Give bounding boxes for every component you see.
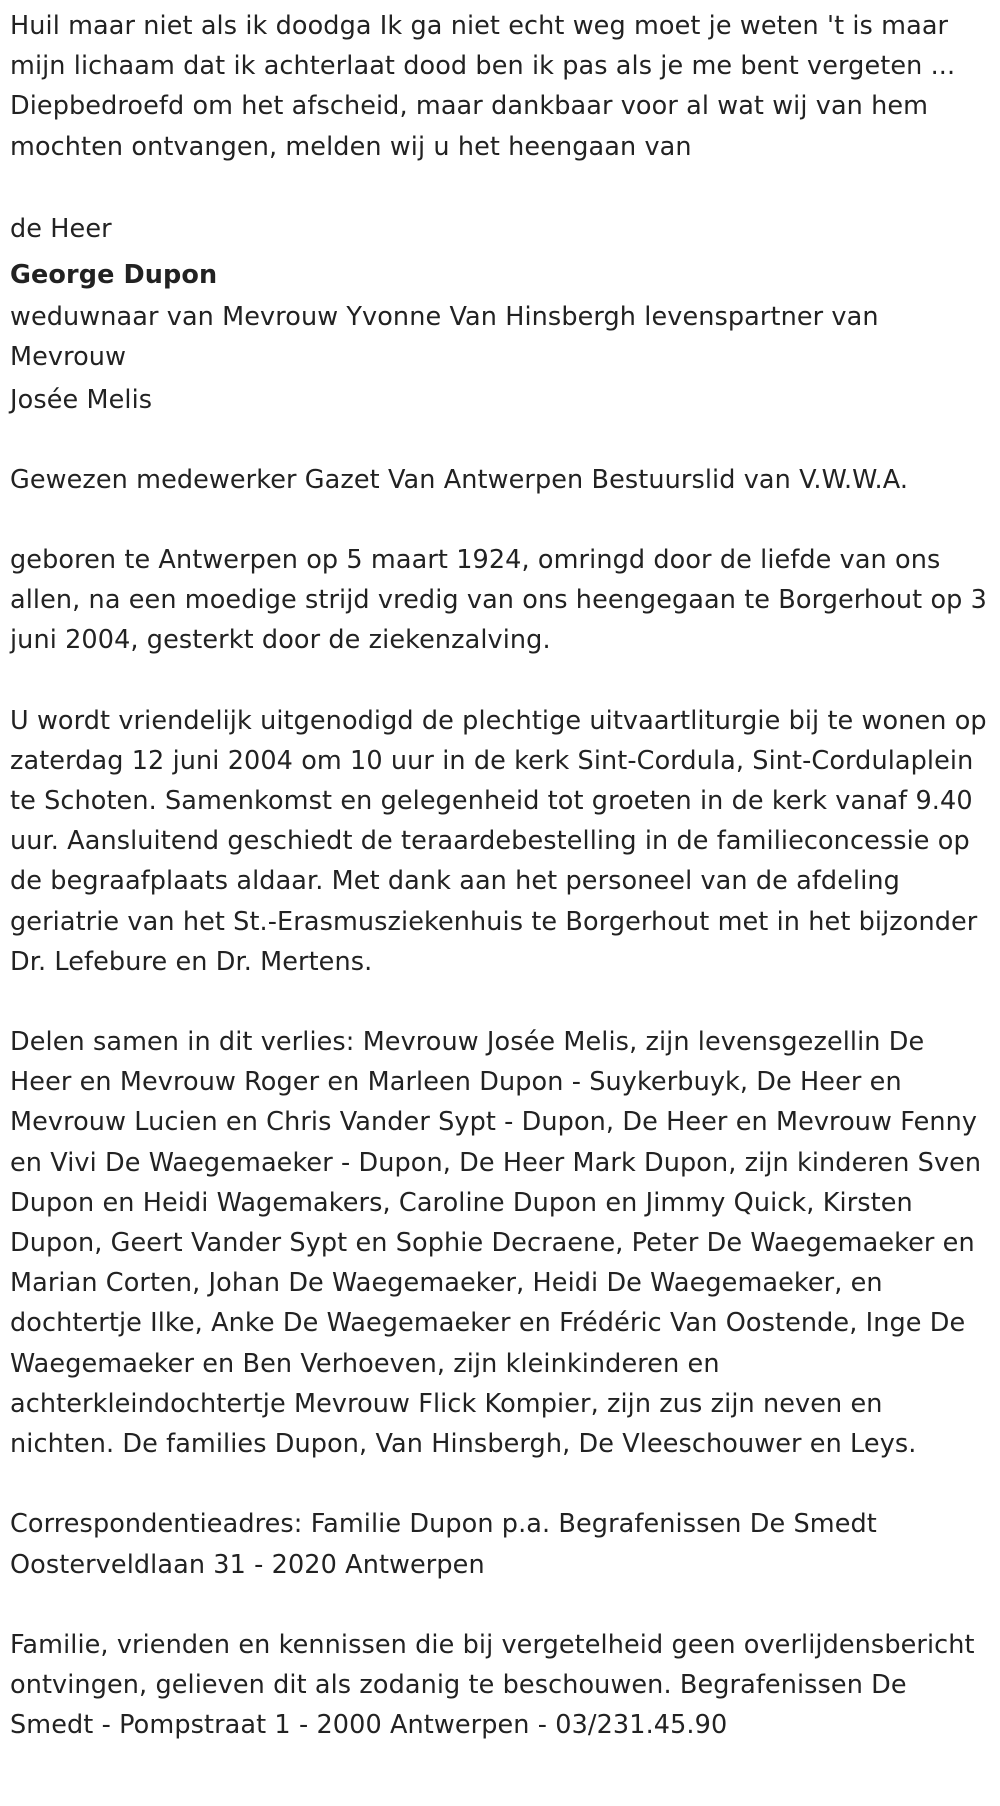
occupation-text: Gewezen medewerker Gazet Van Antwerpen Bestuurslid van V.W.W.A. (10, 464, 909, 495)
partner-name: Josée Melis (10, 384, 153, 415)
spacer (10, 982, 990, 1022)
title-prefix: de Heer (10, 213, 112, 244)
birth-death-paragraph: geboren te Antwerpen op 5 maart 1924, omringd door de liefde van ons allen, na een moedige strijd vredig van ons heengegaan te Borgerhout op 3 juni 2004, gesterkt door de ziekenzalving. (10, 545, 987, 656)
poem-intro-paragraph: Huil maar niet als ik doodga Ik ga niet echt weg moet je weten 't is maar mijn lichaam dat ik achterlaat dood ben ik pas als je me bent vergeten ... Diepbedroefd om het afscheid, maar dankbaar voor al wat wij van hem mochten ontvangen, melden wij u het heengaan van (10, 11, 956, 162)
family-paragraph: Delen samen in dit verlies: Mevrouw Josée Melis, zijn levensgezellin De Heer en Mevrouw Roger en Marleen Dupon - Suykerbuyk, De Heer en Mevrouw Lucien en Chris Vander Sypt - Dupon, De Heer en Mevrouw Fenny en Vivi De Waegemaeker - Dupon, De Heer Mark Dupon, zijn kinderen Sven Dupon en Heidi Wagemakers, Caroline Dupon en Jimmy Quick, Kirsten Dupon, Geert Vander Sypt en Sophie Decraene, Peter De Waegemaeker en Marian Corten, Johan De Waegemaeker, Heidi De Waegemaeker, en dochtertje Ilke, Anke De Waegemaeker en Frédéric Van Oostende, Inge De Waegemaeker en Ben Verhoeven, zijn kleinkinderen en achterkleindochtertje Mevrouw Flick Kompier, zijn zus zijn neven en nichten. De families Dupon, Van Hinsbergh, De Vleeschouwer en Leys. (10, 1027, 982, 1460)
closing-paragraph: Familie, vrienden en kennissen die bij vergetelheid geen overlijdensbericht ontvingen, gelieven dit als zodanig te beschouwen. Begrafenissen De Smedt - Pompstraat 1 - 2000 Antwerpen - 03/231.45.90 (10, 1629, 975, 1741)
spacer (10, 661, 990, 701)
deceased-name: George Dupon (10, 260, 218, 291)
spacer (10, 1464, 990, 1504)
funeral-info-paragraph: U wordt vriendelijk uitgenodigd de plechtige uitvaartliturgie bij te wonen op zaterdag 12 juni 2004 om 10 uur in de kerk Sint-Cordula, Sint-Cordulaplein te Schoten. Samenkomst en gelegenheid tot groeten in de kerk vanaf 9.40 uur. Aansluitend geschiedt de teraardebestelling in de familieconcessie op de begraafplaats aldaar. Met dank aan het personeel van de afdeling geriatrie van het St.-Erasmusziekenhuis te Borgerhout met in het bijzonder Dr. Lefebure en Dr. Mertens. (10, 705, 987, 977)
spacer (10, 420, 990, 460)
correspondence-line-1: Correspondentieadres: Familie Dupon p.a. Begrafenissen De Smedt (10, 1509, 877, 1540)
correspondence-line-2: Oosterveldlaan 31 - 2020 Antwerpen (10, 1549, 485, 1580)
spacer (10, 167, 990, 207)
spacer (10, 500, 990, 540)
spacer (10, 1585, 990, 1625)
relation-text: weduwnaar van Mevrouw Yvonne Van Hinsbergh levenspartner van Mevrouw (10, 302, 879, 373)
